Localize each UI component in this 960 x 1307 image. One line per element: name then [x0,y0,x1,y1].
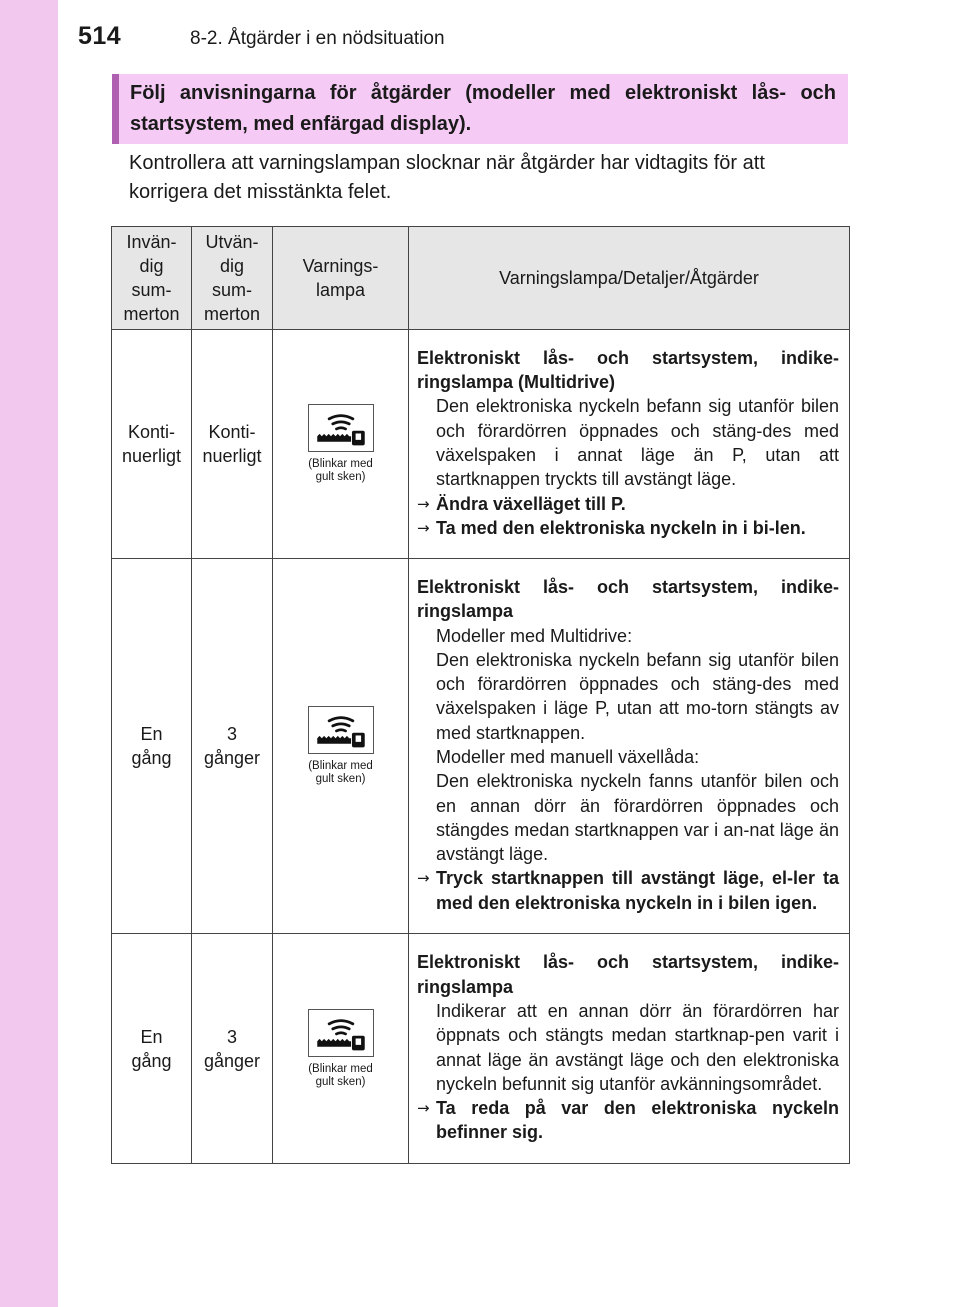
header-inside-label: Invän-dig sum-merton [123,232,180,324]
arrow-right-icon: → [417,494,430,513]
lamp-caption: (Blinkar med gult sken) [308,760,373,785]
arrow-right-icon: → [417,869,430,888]
outside-buzzer-value: 3 gånger [203,724,261,768]
warning-lamp-cell [273,330,409,559]
instruction-callout [112,74,848,144]
action-item [417,516,839,540]
callout-text: Följ anvisningarna för åtgärder (modeller med elektroniskt lås- och startsystem, med enfärgad display). [130,82,836,135]
header-lamp-label: Varnings-lampa [302,256,379,300]
details-cell [409,330,850,559]
details-cell [409,559,850,934]
lamp-caption: (Blinkar med gult sken) [308,458,373,483]
smart-key-warning-icon [308,706,374,754]
warning-table [111,226,850,1164]
warning-title: Elektroniskt lås- och startsystem, indike-ringslampa [417,952,839,997]
inside-buzzer-cell [112,330,192,559]
action-item [417,492,839,516]
inside-buzzer-value: En gång [131,1026,172,1071]
header-inside-buzzer [112,227,192,330]
page-side-band [0,0,58,1307]
outside-buzzer-value: 3 gånger [203,1026,261,1071]
warning-title: Elektroniskt lås- och startsystem, indike-ringslampa [417,576,839,622]
warning-description: Den elektroniska nyckeln befann sig utanför bilen och förardörren öppnades och stäng-des med växelspaken i annat läge än P, utan att startknappen tryckts till avstängt läge. [436,396,839,490]
lamp-caption: (Blinkar med gult sken) [308,1062,373,1088]
header-details: Varningslampa/Detaljer/Åtgärder [409,227,850,330]
table-row [112,559,850,934]
inside-buzzer-value: En gång [131,724,172,768]
callout-accent-bar [112,74,119,144]
outside-buzzer-cell [192,330,273,559]
section-title: 8-2. Åtgärder i en nödsituation [190,28,445,49]
action-text: Ta med den elektroniska nyckeln in i bi-len. [436,517,806,538]
action-text: Ta reda på var den elektroniska nyckeln befinner sig. [436,1098,839,1143]
arrow-right-icon: → [417,518,430,537]
warning-description: Modeller med Multidrive: [436,625,633,646]
warning-lamp-cell [273,934,409,1164]
outside-buzzer-cell [192,559,273,934]
inside-buzzer-value: Konti-nuerligt [121,422,182,466]
table-header-row [112,227,850,330]
outside-buzzer-cell [192,934,273,1164]
header-outside-buzzer [192,227,273,330]
inside-buzzer-cell [112,934,192,1164]
header-warning-lamp [273,227,409,330]
warning-description: Den elektroniska nyckeln befann sig utanför bilen och förardörren öppnades och stäng-des med växelspaken i läge P, utan att mo-torn stängts av med startknappen. [436,649,839,743]
table-row [112,330,850,559]
action-item [417,866,839,915]
warning-description: Modeller med manuell växellåda: [436,747,700,767]
intro-paragraph: Kontrollera att varningslampan slocknar när åtgärder har vidtagits för att korrigera det misstänkta felet. [129,152,765,203]
action-item [417,1096,839,1145]
page-number: 514 [78,22,122,50]
smart-key-warning-icon [308,404,374,452]
action-text: Ändra växelläget till P. [436,493,626,514]
inside-buzzer-cell [112,559,192,934]
warning-description: Indikerar att en annan dörr än förardörren har öppnats och stängts medan startknap-pen varit i annat läge än avstängt läge och den elektroniska nyckeln befunnit sig utanför avkänningsområdet. [436,1000,839,1094]
details-cell [409,934,850,1164]
warning-title: Elektroniskt lås- och startsystem, indike-ringslampa (Multidrive) [417,347,839,393]
warning-lamp-cell [273,559,409,934]
smart-key-warning-icon [308,1009,374,1057]
arrow-right-icon: → [417,1099,430,1118]
action-text: Tryck startknappen till avstängt läge, el-ler ta med den elektroniska nyckeln in i bilen igen. [436,868,839,913]
warning-description: Den elektroniska nyckeln fanns utanför bilen och en annan dörr än förardörren öppnades och stängdes medan startknappen var i an-nat läge än avstängt läge. [436,771,839,865]
outside-buzzer-value: Konti-nuerligt [202,422,262,466]
header-outside-label: Utvän-dig sum-merton [203,232,261,324]
table-row [112,934,850,1164]
